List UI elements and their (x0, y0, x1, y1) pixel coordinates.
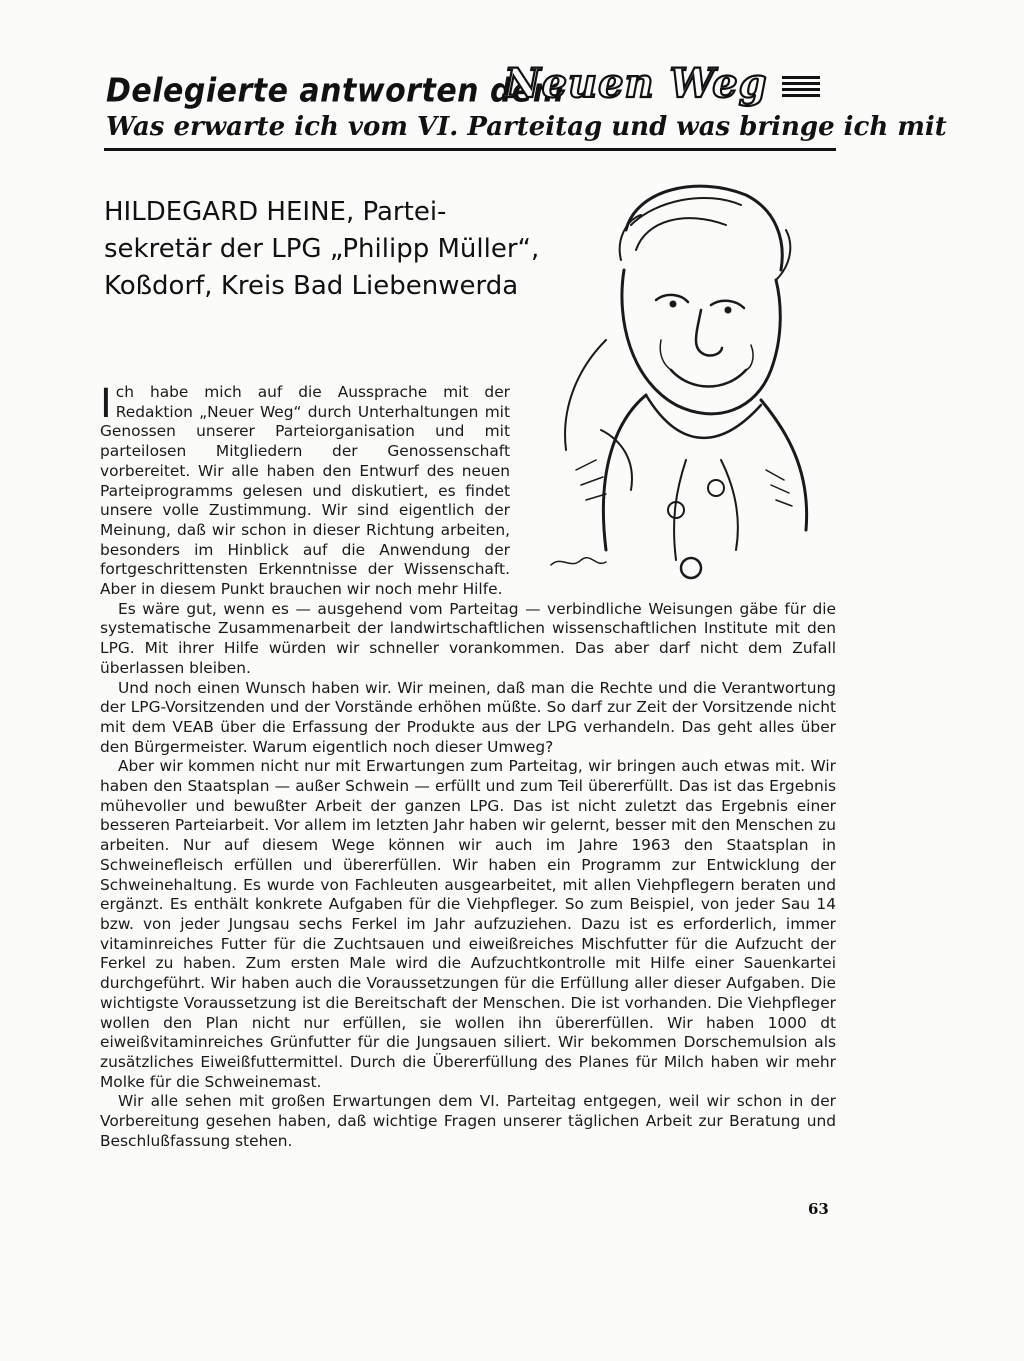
person-heading: HILDEGARD HEINE, Partei-sekretär der LPG „Philipp Müller“, Koßdorf, Kreis Bad Liebenwerda (104, 197, 540, 301)
paragraph: Es wäre gut, wenn es — ausgehend vom Parteitag — verbindliche Weisungen gäbe für die systematische Zusammenarbeit der landwirtschaftlichen wissenschaftlichen Institute mit den LPG. Mit ihrer Hilfe würden wir schneller vorankommen. Das aber darf nicht dem Zufall überlassen bleiben. (100, 599, 836, 677)
intro-paragraph (100, 383, 510, 600)
intro-text: ch habe mich auf die Aussprache mit der Redaktion „Neuer Weg“ durch Unterhaltungen mit Genossen unserer Parteiorganisation und mit parteilosen Mitgliedern der Genossenschaft vorbereitet. Wir alle haben den Entwurf des neuen Parteiprogramms gelesen und diskutiert, es findet unsere volle Zustimmung. Wir sind eigentlich der Meinung, daß wir schon in dieser Richtung arbeiten, besonders im Hinblick auf die Anwendung der fortgeschrittensten Erkenntnisse der Wissenschaft. Aber in diesem Punkt brauchen wir noch mehr Hilfe. (100, 383, 510, 599)
header-title: Delegierte antworten dem (106, 72, 565, 111)
article-body (100, 383, 836, 1151)
drop-cap: I (100, 381, 112, 427)
header-rule (104, 148, 836, 151)
paragraph: Wir alle sehen mit großen Erwartungen dem VI. Parteitag entgegen, weil wir schon in der Vorbereitung gesehen haben, daß wichtige Fragen unserer täglichen Arbeit zur Beratung und Beschlußfassung stehen. (100, 1092, 836, 1150)
magazine-logo: Neuen Weg (504, 60, 768, 107)
page-number: 63 (808, 1200, 829, 1218)
logo-stripes (782, 76, 820, 100)
header-subtitle: Was erwarte ich vom VI. Parteitag und was bringe ich mit (106, 112, 947, 142)
paragraph: Aber wir kommen nicht nur mit Erwartungen zum Parteitag, wir bringen auch etwas mit. Wir haben den Staatsplan — außer Schwein — erfüllt und zum Teil übererfüllt. Das ist das Ergebnis mühevoller und bewußter Arbeit der ganzen LPG. Das ist nicht zuletzt das Ergebnis einer besseren Parteiarbeit. Vor allem im letzten Jahr haben wir gelernt, besser mit den Menschen zu arbeiten. Nur auf diesem Wege können wir auch im Jahre 1963 den Staatsplan in Schweinefleisch erfüllen und übererfüllen. Wir haben ein Programm zur Entwicklung der Schweinehaltung. Es wurde von Fachleuten ausgearbeitet, mit allen Viehpflegern beraten und ergänzt. Es enthält konkrete Aufgaben für die Viehpfleger. So zum Beispiel, von jeder Sau 14 bzw. von jeder Jungsau sechs Ferkel im Jahr aufzuziehen. Dazu ist es erforderlich, immer vitaminreiches Futter für die Zuchtsauen und eiweißreiches Mischfutter für die Aufzucht der Ferkel zu haben. Zum ersten Male wird die Aufzuchtkontrolle mit Hilfe einer Sauenkartei durchgeführt. Wir haben auch die Voraussetzungen für die Erfüllung aller dieser Aufgaben. Die wichtigste Voraussetzung ist die Bereitschaft der Menschen. Die ist vorhanden. Die Viehpfleger wollen den Plan nicht nur erfüllen, sie wollen ihn übererfüllen. Wir haben 1000 dt eiweißvitaminreiches Grünfutter für die Jungsauen siliert. Wir bekommen Dorschemulsion als zusätzliches Eiweißfuttermittel. Durch die Übererfüllung des Planes für Milch haben wir mehr Molke für die Schweinemast. (100, 757, 836, 1091)
paragraph: Und noch einen Wunsch haben wir. Wir meinen, daß man die Rechte und die Verantwortung der LPG-Vorsitzenden und der Vorstände erhöhen müßte. So darf zur Zeit der Vorsitzende nicht mit dem VEAB über die Erfassung der Produkte aus der LPG verhandeln. Das geht alles über den Bürgermeister. Warum eigentlich noch dieser Umweg? (100, 678, 836, 756)
